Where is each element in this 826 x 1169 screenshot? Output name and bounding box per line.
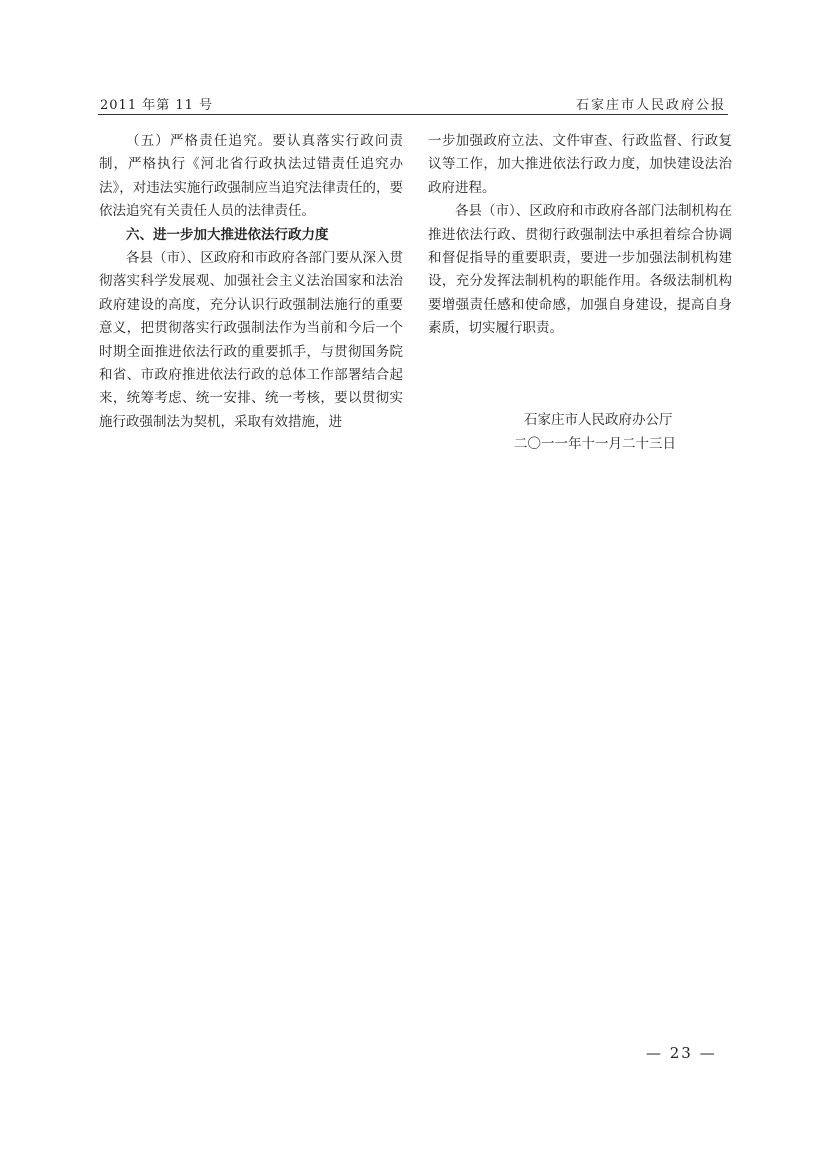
paragraph-promote-law-continued: 一步加强政府立法、文件审查、行政监督、行政复议等工作，加大推进依法行政力度，加快建设法治政府进程。 (428, 133, 732, 196)
issue-date: 二〇一一年十一月二十三日 (514, 436, 676, 452)
publication-title: 石家庄市人民政府公报 (575, 98, 726, 113)
right-column (428, 130, 732, 341)
section-heading-6: 六、进一步加大推进依法行政力度 (126, 226, 329, 243)
left-column (99, 130, 403, 434)
issue-number: 2011 年第 11 号 (100, 98, 214, 113)
page-header (98, 92, 728, 115)
issuing-organization: 石家庄市人民政府办公厅 (524, 412, 673, 428)
page-number: — 23 — (646, 1044, 717, 1062)
signature-block (428, 408, 732, 456)
paragraph-accountability: （五）严格责任追究。要认真落实行政问责制，严格执行《河北省行政执法过错责任追究办法》，对违法实施行政强制应当追究法律责任的，要依法追究有关责任人员的法律责任。 (99, 133, 403, 220)
paragraph-legal-institutions: 各县（市）、区政府和市政府各部门法制机构在推进依法行政、贯彻行政强制法中承担着综合协调和督促指导的重要职责，要进一步加强法制机构建设，充分发挥法制机构的职能作用。各级法制机构要增强责任感和使命感，加强自身建设，提高自身素质，切实履行职责。 (428, 203, 732, 337)
paragraph-promote-law: 各县（市）、区政府和市政府各部门要从深入贯彻落实科学发展观、加强社会主义法治国家和法治政府建设的高度，充分认识行政强制法施行的重要意义，把贯彻落实行政强制法作为当前和今后一个时期全面推进依法行政的重要抓手，与贯彻国务院和省、市政府推进依法行政的总体工作部署结合起来，统筹考虑、统一安排、统一考核，要以贯彻实施行政强制法为契机，采取有效措施，进 (99, 250, 403, 430)
